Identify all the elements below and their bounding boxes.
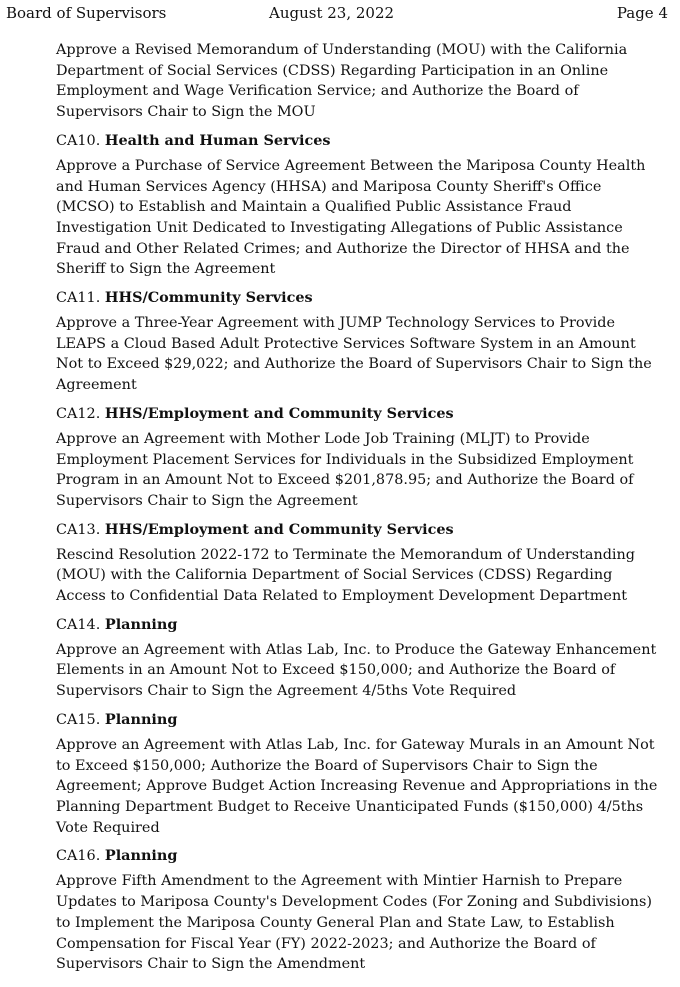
agenda-item-ca13 xyxy=(56,520,662,607)
agenda-item-ca12 xyxy=(56,404,662,512)
item-heading xyxy=(56,288,662,308)
item-heading xyxy=(56,615,662,635)
item-department: Planning xyxy=(104,710,178,728)
item-heading xyxy=(56,520,662,540)
item-description: Rescind Resolution 2022-172 to Terminate the Memorandum of Understanding (MOU) with the California Department of Social Services (CDSS) Regarding Access to Confidential Data Related to Employment Development Department xyxy=(56,546,636,605)
agenda-item-ca16 xyxy=(56,846,662,975)
item-department: Planning xyxy=(104,847,178,865)
item-number: CA13. xyxy=(56,521,101,538)
item-heading xyxy=(56,404,662,424)
header-board-name: Board of Supervisors xyxy=(6,4,167,22)
item-description: Approve Fifth Amendment to the Agreement with Mintier Harnish to Prepare Updates to Mariposa County's Development Codes (For Zoning and Subdivisions) to Implement the Mariposa County General Plan and State Law, to Establish Compensation for Fiscal Year (FY) 2022-2023; and Authorize the Board of Supervisors Chair to Sign the Amendment xyxy=(56,873,652,973)
item-department: Planning xyxy=(104,615,178,633)
continued-item-description: Approve a Revised Memorandum of Understanding (MOU) with the California Department of Social Services (CDSS) Regarding Participation in an Online Employment and Wage Verification Service; and Authorize the Board of Supervisors Chair to Sign the MOU xyxy=(56,42,628,121)
item-number: CA16. xyxy=(56,848,101,865)
item-heading xyxy=(56,846,662,866)
agenda-item-ca11 xyxy=(56,288,662,396)
agenda-item-ca14 xyxy=(56,615,662,702)
item-description: Approve an Agreement with Atlas Lab, Inc. to Produce the Gateway Enhancement Elements in an Amount Not to Exceed $150,000; and Authorize the Board of Supervisors Chair to Sign the Agreement 4/5ths Vote Required xyxy=(56,641,657,700)
item-description: Approve a Three-Year Agreement with JUMP Technology Services to Provide LEAPS a Cloud Based Adult Protective Services Software System in an Amount Not to Exceed $29,022; and Authorize the Board of Supervisors Chair to Sign the Agreement xyxy=(56,315,652,394)
item-number: CA15. xyxy=(56,711,101,728)
header-date: August 23, 2022 xyxy=(269,4,395,22)
item-heading xyxy=(56,131,662,151)
item-department: HHS/Employment and Community Services xyxy=(104,404,454,422)
item-description: Approve a Purchase of Service Agreement Between the Mariposa County Health and Human Services Agency (HHSA) and Mariposa County Sheriff's Office (MCSO) to Establish and Maintain a Qualified Public Assistance Fraud Investigation Unit Dedicated to Investigating Allegations of Public Assistance Fraud and Other Related Crimes; and Authorize the Director of HHSA and the Sheriff to Sign the Agreement xyxy=(56,157,646,278)
item-heading xyxy=(56,710,662,730)
item-number: CA11. xyxy=(56,290,101,307)
page-header xyxy=(0,4,680,24)
item-department: Health and Human Services xyxy=(104,131,331,149)
agenda-item-ca10 xyxy=(56,131,662,280)
header-page-number: Page 4 xyxy=(616,4,668,22)
item-number: CA12. xyxy=(56,405,101,422)
item-description: Approve an Agreement with Atlas Lab, Inc. for Gateway Murals in an Amount Not to Exceed $150,000; Authorize the Board of Supervisors Chair to Sign the Agreement; Approve Budget Action Increasing Revenue and Appropriations in the Planning Department Budget to Receive Unanticipated Funds ($150,000) 4/5ths Vote Required xyxy=(56,736,658,836)
agenda-content xyxy=(56,40,662,975)
item-number: CA14. xyxy=(56,616,101,633)
agenda-item-ca15 xyxy=(56,710,662,839)
item-description: Approve an Agreement with Mother Lode Job Training (MLJT) to Provide Employment Placement Services for Individuals in the Subsidized Employment Program in an Amount Not to Exceed $201,878.95; and Authorize the Board of Supervisors Chair to Sign the Agreement xyxy=(56,430,634,509)
item-number: CA10. xyxy=(56,132,101,149)
item-department: HHS/Community Services xyxy=(104,289,313,307)
item-department: HHS/Employment and Community Services xyxy=(104,520,454,538)
